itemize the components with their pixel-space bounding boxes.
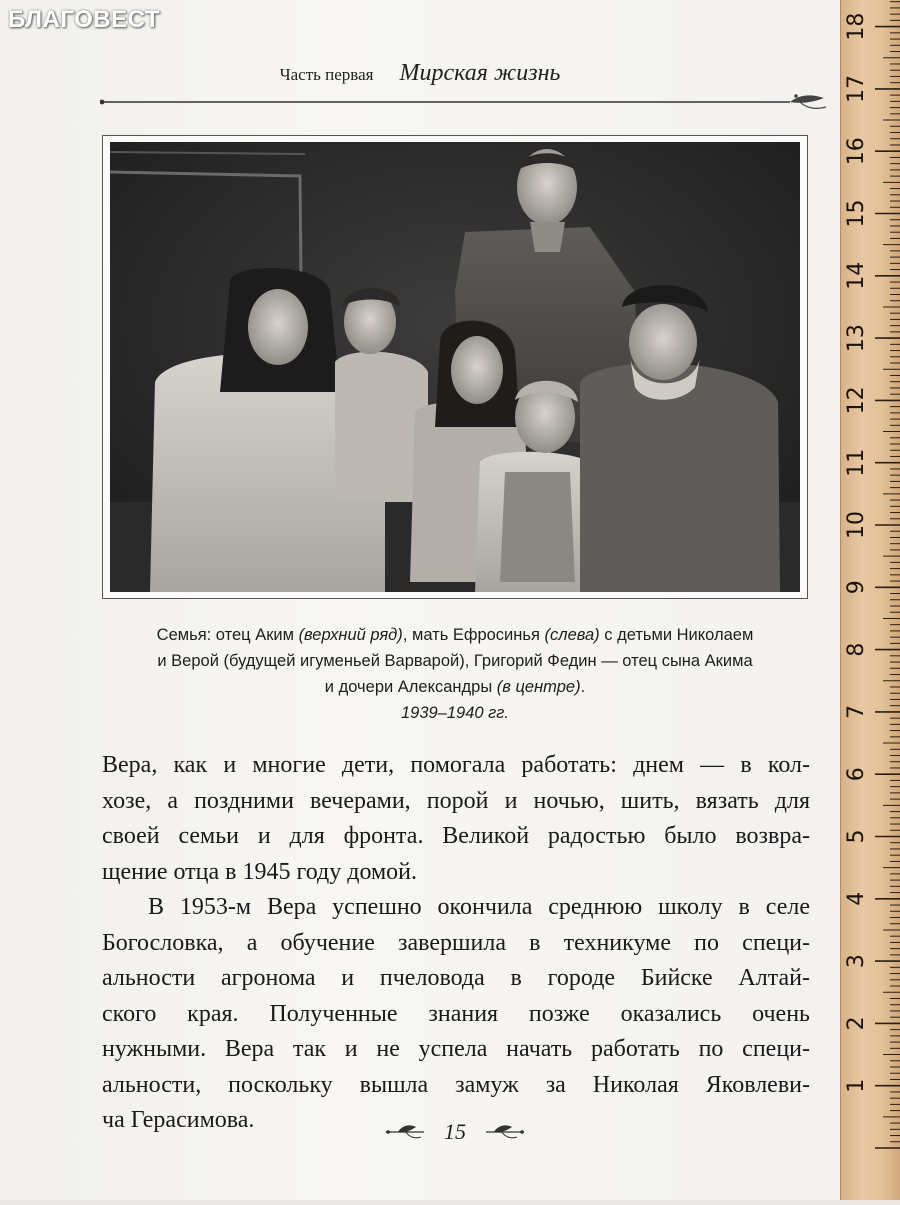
- leaf-ornament-right-icon: [484, 1123, 526, 1141]
- ruler-label: 2: [844, 1016, 869, 1031]
- body-line: альности агронома и пчеловода в городе Бийске Алтай-: [102, 965, 810, 991]
- page-footer: [360, 1117, 550, 1147]
- ruler-label: 5: [844, 829, 869, 844]
- watermark-logo: БЛАГОВЕСТ: [8, 6, 161, 33]
- ruler-label: 11: [844, 448, 869, 477]
- family-photo-image: [110, 142, 800, 592]
- ruler-label: 9: [844, 580, 869, 595]
- wooden-ruler: [840, 0, 900, 1200]
- ruler-label: 13: [844, 324, 869, 353]
- body-line: ча Герасимова.: [102, 1107, 255, 1133]
- caption-line-2: и Верой (будущей игуменьей Варварой), Григорий Федин — отец сына Акима: [157, 652, 753, 670]
- ruler-label: 7: [844, 704, 869, 719]
- body-line: Богословка, а обучение завершила в техникуме по специ-: [102, 929, 810, 956]
- body-line: хозе, а поздними вечерами, порой и ночью, шить, вязать для: [102, 787, 810, 814]
- ruler-label: 16: [844, 137, 869, 166]
- caption-line-1: Семья: отец Аким (верхний ряд), мать Ефросинья (слева) с детьми Николаем: [156, 626, 754, 644]
- body-line: щение отца в 1945 году домой.: [102, 858, 418, 885]
- ruler-label: 17: [844, 74, 869, 103]
- body-line: Вера, как и многие дети, помогала работать: днем — в кол-: [102, 752, 810, 778]
- ruler-label: 3: [844, 954, 869, 969]
- body-line: В 1953-м Вера успешно окончила среднюю школу в селе: [148, 894, 810, 920]
- body-text: [102, 748, 810, 1139]
- ruler-label: 12: [844, 386, 869, 415]
- ruler-label: 6: [844, 767, 869, 782]
- ruler-label: 15: [844, 199, 869, 228]
- body-line: альности, поскольку вышла замуж за Николая Яковлеви-: [102, 1071, 810, 1098]
- leaf-ornament-left-icon: [384, 1123, 426, 1141]
- ruler-label: 4: [844, 891, 869, 906]
- body-line: ского края. Полученные знания позже оказались очень: [102, 1000, 810, 1027]
- caption-date: 1939–1940 гг.: [400, 704, 510, 722]
- ruler-label: 18: [844, 12, 869, 41]
- section-title: Мирская жизнь: [399, 60, 561, 86]
- running-head: [0, 60, 840, 87]
- ruler-label: 14: [844, 261, 869, 290]
- body-line: нужными. Вера так и не успела начать работать по специ-: [102, 1036, 810, 1062]
- ruler-label: 1: [844, 1078, 869, 1093]
- ruler-label: 8: [844, 642, 869, 657]
- page-number: 15: [444, 1119, 466, 1144]
- body-line: своей семьи и для фронта. Великой радостью было возвра-: [102, 823, 810, 849]
- ruler-scale: [841, 0, 900, 1200]
- family-photo: [110, 142, 800, 592]
- caption-line-3: и дочери Александры (в центре).: [324, 678, 586, 696]
- photo-caption: [110, 622, 800, 726]
- ruler-label: 10: [844, 511, 869, 539]
- part-label: Часть первая: [279, 65, 374, 84]
- decorative-rule: [100, 92, 830, 112]
